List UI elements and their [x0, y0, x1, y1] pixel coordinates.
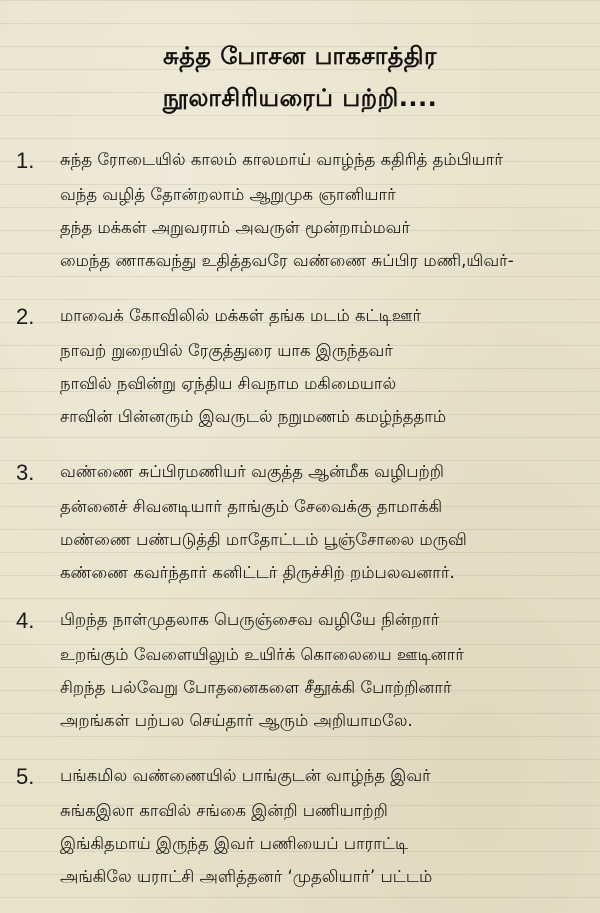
verse-line: அறங்கள் பற்பல செய்தார் ஆரும் அறியாமலே.	[60, 711, 413, 730]
stanza-number: 4.	[16, 608, 35, 633]
stanza-number: 2.	[16, 304, 35, 329]
verse-line: சுந்த ரோடையில் காலம் காலமாய் வாழ்ந்த கதிரித் தம்பியார்	[60, 150, 504, 169]
verse-line: மைந்த ணாகவந்து உதித்தவரே வண்ணை சுப்பிர மணி,யிவர்-	[60, 251, 514, 270]
verse-line: சாவின் பின்னரும் இவருடல் நறுமணம் கமழ்ந்ததாம்	[60, 407, 447, 426]
verse-line: கண்ணை கவர்ந்தார் கனிட்டர் திருச்சிற் றம்பலவனார்.	[60, 563, 455, 582]
verse-line: மாவைக் கோவிலில் மக்கள் தங்க மடம் கட்டிஊர்	[60, 306, 422, 325]
verse-line: இங்கிதமாய் இருந்த இவர் பணியைப் பாராட்டி	[60, 834, 409, 853]
verse-line: சிறந்த பல்வேறு போதனைகளை சீதூக்கி போற்றினார்	[60, 678, 452, 697]
verse-line: மண்ணை பண்படுத்தி மாதோட்டம் பூஞ்சோலை மருவி	[60, 530, 467, 549]
verse-line: தன்னைச் சிவனடியார் தாங்கும் சேவைக்கு தாமாக்கி	[60, 497, 443, 516]
verse-line: வண்ணை சுப்பிரமணியர் வகுத்த ஆன்மீக வழிபற்றி	[60, 462, 444, 481]
stanza-number: 1.	[16, 148, 35, 173]
verse-line: உறங்கும் வேளையிலும் உயிர்க் கொலையை ஊடினார்	[60, 645, 465, 664]
verse-line: பங்கமில வண்ணையில் பாங்குடன் வாழ்ந்த இவர்	[60, 766, 431, 785]
stanza-number: 5.	[16, 764, 35, 789]
verse-line: நாவில் நவின்று ஏந்திய சிவநாம மகிமையால்	[60, 374, 397, 393]
verse-line: வந்த வழித் தோன்றலாம் ஆறுமுக ஞானியார்	[60, 185, 396, 204]
verse-line: சுங்கஇலா காவில் சங்கை இன்றி பணியாற்றி	[60, 801, 388, 820]
verse-line: தந்த மக்கள் அறுவராம் அவருள் மூன்றாம்மவர்	[60, 218, 411, 237]
poem-title-line-1: சுத்த போசன பாகசாத்திர	[163, 42, 437, 70]
verse-line: நாவற் றுறையில் ரேகுத்துரை யாக இருந்தவர்	[60, 341, 393, 360]
verse-line: அங்கிலே யராட்சி அளித்தனர் ‘முதலியார்’ பட்டம்	[60, 867, 433, 886]
poem-title-line-2: நூலாசிரியரைப் பற்றி....	[162, 84, 438, 112]
stanza-number: 3.	[16, 460, 35, 485]
verse-line: பிறந்த நாள்முதலாக பெருஞ்சைவ வழியே நின்றார்	[60, 610, 440, 629]
